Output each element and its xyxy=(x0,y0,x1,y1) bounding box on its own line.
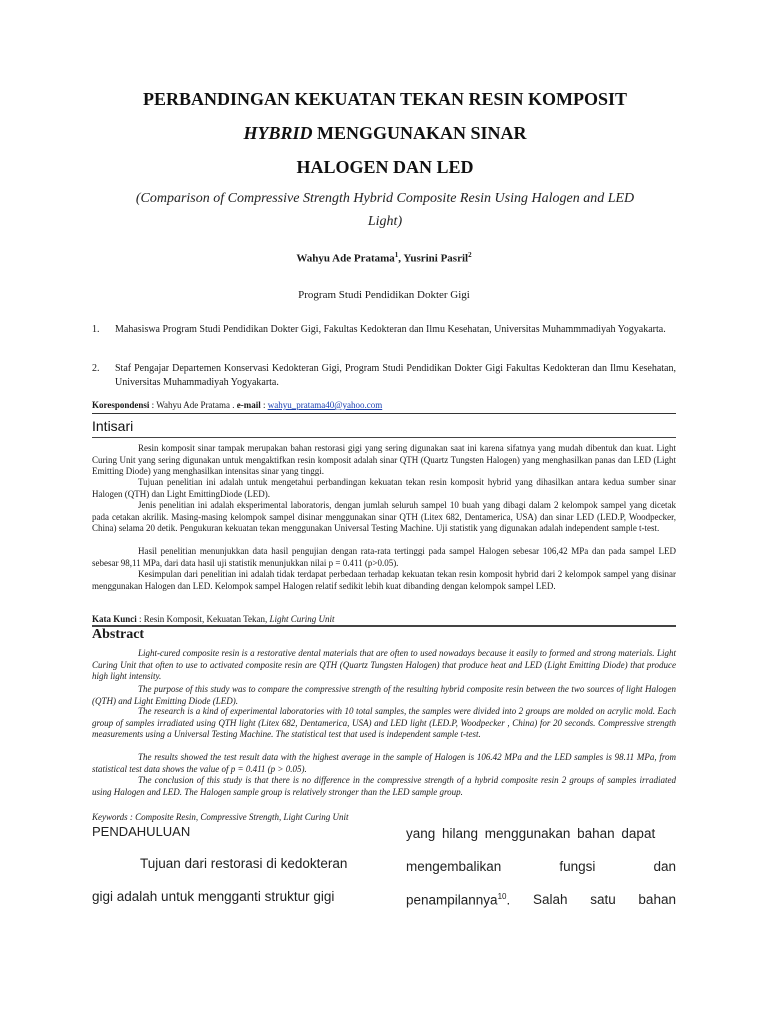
affiliation-1-text: Mahasiswa Program Studi Pendidikan Dokter Gigi, Fakultas Kedokteran dan Ilmu Kesehatan, Universitas Muhammmadiyah Yogyakarta. xyxy=(115,324,666,335)
abstract-paragraph-3: The research is a kind of experimental laboratories with 10 total samples, the samples were divided into 2 groups are molded on acrylic mold. Each group of samples irradiated using QTH light (Litex 682, Dentamerica, USA) and LED light (LED.P, Woodpecker , China) for 20 seconds. Compressive strength measurements using a Universal Testing Machine. The statistical test that used is independent sample t-test. xyxy=(92,706,676,739)
word-mengembalikan: mengembalikan xyxy=(406,859,502,874)
author-1: Wahyu Ade Pratama xyxy=(296,252,395,265)
author-separator: , xyxy=(398,252,404,265)
abstract-paragraph-1: Light-cured composite resin is a restorative dental materials that are often to used nowadays because it easily to formed and strong materials. Light Curing Unit that often to use to activated composite resin are QTH (Quartz Tungsten Halogen) that produce heat and LED (Light Emitting Diode) that produce high light intensity. xyxy=(92,648,676,681)
english-subtitle-line-1: (Comparison of Compressive Strength Hybrid Composite Resin Using Halogen and LED xyxy=(135,191,635,206)
abstract-heading: Abstract xyxy=(92,627,145,642)
abstract-paragraph-5: The conclusion of this study is that there is no difference in the compressive strength of a hybrid composite resin 2 groups of samples irradiated using Halogen and LED. The Halogen sample group is relatively stronger than the LED sample group. xyxy=(92,775,676,797)
word-salah: Salah xyxy=(532,892,568,907)
kata-kunci-label: Kata Kunci xyxy=(92,614,137,624)
intisari-heading: Intisari xyxy=(92,418,134,434)
email-link[interactable]: wahyu_pratama40@yahoo.com xyxy=(267,400,383,410)
title-line-2-rest: MENGGUNAKAN SINAR xyxy=(312,123,527,143)
intisari-paragraph-5: Kesimpulan dari penelitian ini adalah tidak terdapat perbedaan terhadap kekuatan tekan resin komposit hybrid dari 2 kelompok sampel yang disinar menggunakan Halogen dan LED. Kelompok sampel Halogen relatif sedikit lebih kuat dibanding dengan kelompok sampel LED. xyxy=(92,569,676,591)
keywords-line: Keywords : Composite Resin, Compressive Strength, Light Curing Unit xyxy=(92,812,349,822)
citation-superscript: 10 xyxy=(497,892,507,901)
abstract-paragraph-4: The results showed the test result data with the highest average in the sample of Halogen is 106.42 MPa and the LED samples is 98.11 MPa, from statistical test data shows the value of p = 0.411 (p > 0.05). xyxy=(92,752,676,774)
kata-kunci-text: : Resin Komposit, Kekuatan Tekan, xyxy=(136,614,270,624)
correspondence-name: : Wahyu Ade Pratama . xyxy=(149,400,237,410)
author-2-sup: 2 xyxy=(468,251,472,259)
author-1-sup: 1 xyxy=(394,251,399,259)
paper-title-line-1: PERBANDINGAN KEKUATAN TEKAN RESIN KOMPOSIT xyxy=(142,89,628,109)
affiliation-2-text: Staf Pengajar Departemen Konservasi Kedokteran Gigi, Program Studi Pendidikan Dokter Gigi Fakultas Kedokteran dan Ilmu Kesehatan, Universitas Muhammadiyah Yogyakarta. xyxy=(115,363,676,388)
right-column-line-3 xyxy=(406,892,676,908)
english-subtitle-line-2: Light) xyxy=(367,214,403,229)
intisari-paragraph-1: Resin komposit sinar tampak merupakan bahan restorasi gigi yang sering digunakan saat ini karena sifatnya yang mudah dibentuk dan kuat. Light Curing Unit yang sering digunakan untuk mengaktifkan resin komposit adalah sinar QTH (Quartz Tungsten Halogen) yang menghasilkan panas dan LED (Light Emitting Diode) yang menghasilkan intensitas sinar yang tinggi. xyxy=(92,443,676,476)
intisari-paragraph-3: Jenis penelitian ini adalah eksperimental laboratoris, dengan jumlah seluruh sampel 10 buah yang dibagi dalam 2 kelompok sampel yang dicetak pada cetakan akrilik. Masing-masing kelompok sampel disinar menggunakan sinar QTH (Litex 682, Dentamerica, USA) dan sinar LED (LED.P, Woodpecker, China) selama 20 detik. Pengukuran kekuatan tekan menggunakan Universal Testing Machine. Uji statistik yang digunakan adalah independent sample t-test. xyxy=(92,500,676,533)
pendahuluan-heading: PENDAHULUAN xyxy=(92,824,191,839)
word-fungsi: fungsi xyxy=(559,859,596,874)
affiliation-1-number: 1. xyxy=(92,324,100,335)
email-separator: : xyxy=(260,400,268,410)
email-label: e-mail xyxy=(236,400,261,410)
abstract-paragraph-2: The purpose of this study was to compare the compressive strength of the resulting hybrid composite resin between the two sources of light Halogen (QTH) and Light Emitting Diode (LED). xyxy=(92,684,676,706)
paper-title-line-2 xyxy=(60,122,710,144)
word-period: . xyxy=(506,892,511,908)
affiliation-2-number: 2. xyxy=(92,363,100,374)
left-column-line-2: gigi adalah untuk mengganti struktur gigi xyxy=(92,889,335,904)
word-satu: satu xyxy=(590,892,616,907)
affiliation-2 xyxy=(92,362,676,390)
correspondence-line xyxy=(92,400,676,414)
abstract-divider xyxy=(92,625,676,627)
kata-kunci-italic: Light Curing Unit xyxy=(269,614,335,624)
title-hybrid-italic: HYBRID xyxy=(243,123,313,143)
word-dan: dan xyxy=(653,859,676,874)
correspondence-label: Korespondensi xyxy=(92,400,150,410)
word-penampilannya-text: penampilannya xyxy=(406,892,498,908)
author-2: Yusrini Pasril xyxy=(403,252,469,265)
kata-kunci-line xyxy=(92,614,676,624)
affiliation-1 xyxy=(92,323,676,337)
word-bahan: bahan xyxy=(638,892,676,907)
intisari-paragraph-2: Tujuan penelitian ini adalah untuk mengetahui perbandingan kekuatan tekan resin komposit hybrid yang dihasilkan antara kedua sumber sinar Halogen (QTH) dan Light EmittingDiode (LED). xyxy=(92,477,676,499)
intisari-divider xyxy=(92,437,676,438)
author-line xyxy=(0,251,768,265)
word-penampilannya xyxy=(406,892,510,908)
study-program: Program Studi Pendidikan Dokter Gigi xyxy=(298,289,470,301)
paper-title-line-3: HALOGEN DAN LED xyxy=(296,157,474,177)
right-column-line-2 xyxy=(406,859,676,874)
intisari-paragraph-4: Hasil penelitian menunjukkan data hasil pengujian dengan rata-rata tertinggi pada sampel Halogen sebesar 106,42 MPa dan pada sampel LED sebesar 98,11 MPa, dari data hasil uji statistik menunjukkan nilai p = 0.411 (p>0.05). xyxy=(92,546,676,568)
right-column-line-1: yang hilang menggunakan bahan dapat xyxy=(406,826,656,841)
left-column-line-1: Tujuan dari restorasi di kedokteran xyxy=(140,856,348,871)
